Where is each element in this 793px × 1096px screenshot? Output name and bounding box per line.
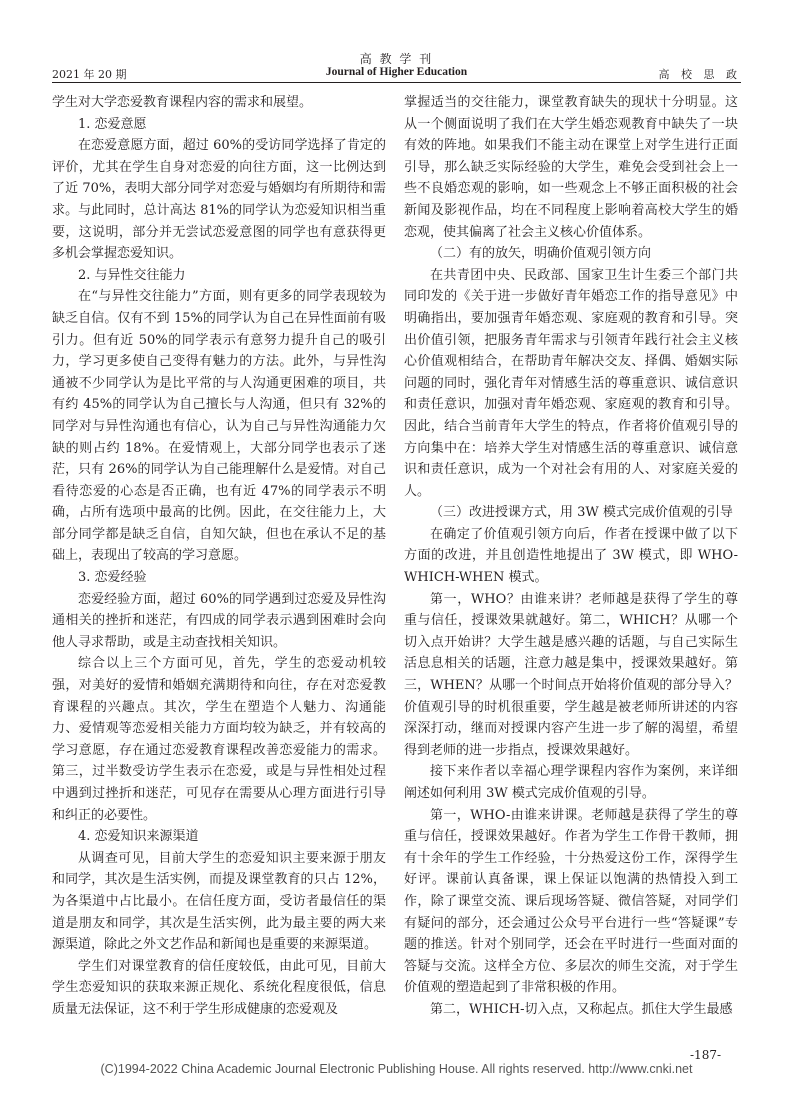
body-paragraph: 学生对大学恋爱教育课程内容的需求和展望。 <box>52 95 313 110</box>
body-paragraph: 第一，WHO？由谁来讲？老师越是获得了学生的尊重与信任，授课效果就越好。第二，WHICH？从哪一个切入点开始讲？大学生越是感兴趣的话题，与自己实际生活息息相关的话题，注意力越是集中，授课效果越好。第三，WHEN？从哪一个时间点开始将价值观的部分导入？价值观引导的时机很重要，学生越是被老师所讲述的内容深深打动，继而对授课内容产生进一步了解的渴望，希望得到老师的进一步指点，授课效果越好。 <box>404 591 738 758</box>
body-paragraph: 掌握适当的交往能力，课堂教育缺失的现状十分明显。这从一个侧面说明了我们在大学生婚恋观教育中缺失了一块有效的阵地。如果我们不能主动在课堂上对学生进行正面引导，那么缺乏实际经验的大学生，难免会受到社会上一些不良婚恋观的影响，如一些观念上不够正面积极的社会新闻及影视作品，均在不同程度上影响着高校大学生的婚恋观，使其偏离了社会主义核心价值体系。 <box>404 95 738 240</box>
body-paragraph: 在确定了价值观引领方向后，作者在授课中做了以下方面的改进，并且创造性地提出了 3W 模式，即 WHO-WHICH-WHEN 模式。 <box>404 526 738 586</box>
section-label: 高 校 思 政 <box>658 68 741 81</box>
section-heading: 1. 恋爱意愿 <box>78 116 147 132</box>
body-paragraph: 从调查可见，目前大学生的恋爱知识主要来源于朋友和同学，其次是生活实例，而提及课堂教育的只占 12%，为各渠道中占比最小。在信任度方面，受访者最信任的渠道是朋友和同学，其次是生活实例，此为最主要的两大来源渠道，除此之外文艺作品和新闻也是重要的来源渠道。 <box>52 850 386 953</box>
body-paragraph: 在共青团中央、民政部、国家卫生计生委三个部门共同印发的《关于进一步做好青年婚恋工作的指导意见》中明确指出，要加强青年婚恋观、家庭观的教育和引导。突出价值引领，把服务青年需求与引领青年践行社会主义核心价值观相结合，在帮助青年解决交友、择偶、婚姻实际问题的同时，强化青年对情感生活的尊重意识、诚信意识和责任意识，加强对青年婚恋观、家庭观的教育和引导。因此，结合当前青年大学生的特点，作者将价值观引导的方向集中在：培养大学生对情感生活的尊重意识、诚信意识和责任意识，成为一个对社会有用的人、对家庭关爱的人。 <box>404 267 738 499</box>
right-column <box>404 92 738 1021</box>
body-paragraph: 学生们对课堂教育的信任度较低，由此可见，目前大学生恋爱知识的获取来源正规化、系统化程度很低，信息质量无法保证，这不利于学生形成健康的恋爱观及 <box>52 958 386 1017</box>
body-paragraph: 在恋爱意愿方面，超过 60%的受访同学选择了肯定的评价，尤其在学生自身对恋爱的向往方面，这一比例达到了近 70%，表明大部分同学对恋爱与婚姻均有所期待和需求。与此同时，总计高达 81%的同学认为恋爱知识相当重要，这说明，部分并无尝试恋爱意图的同学也有意获得更多机会掌握恋爱知识。 <box>52 138 386 262</box>
body-paragraph: 在“与异性交往能力”方面，则有更多的同学表现较为缺乏自信。仅有不到 15%的同学认为自己在异性面前有吸引力。但有近 50%的同学表示有意努力提升自己的吸引力，学习更多使自己变得有魅力的方法。此外，与异性沟通被不少同学认为是比平常的与人沟通更困难的项目，共有约 45%的同学认为自己擅长与人沟通，但只有 32%的同学对与异性沟通也有信心，认为自己与异性沟通能力欠缺的则占约 18%。在爱情观上，大部分同学也表示了迷茫，只有 26%的同学认为自己能理解什么是爱情。对自己看待恋爱的心态是否正确，也有近 47%的同学表示不明确，占所有选项中最高的比例。因此，在交往能力上，大部分同学都是缺乏自信，自知欠缺，但也在承认不足的基础上，表现出了较高的学习意愿。 <box>52 289 386 564</box>
running-header <box>52 66 741 82</box>
journal-title-cn: 高 教 学 刊 <box>359 52 434 66</box>
body-paragraph: 综合以上三个方面可见，首先，学生的恋爱动机较强，对美好的爱情和婚姻充满期待和向往，存在对恋爱教育课程的兴趣点。其次，学生在塑造个人魅力、沟通能力、爱情观等恋爱相关能力方面均较为缺乏，并有较高的学习意愿，存在通过恋爱教育课程改善恋爱能力的需求。第三，过半数受访学生表示在恋爱，或是与异性相处过程中遇到过挫折和迷茫，可见存在需要从心理方面进行引导和纠正的必要性。 <box>52 656 386 823</box>
copyright-footer: (C)1994-2022 China Academic Journal Electronic Publishing House. All rights reserved. http://www.cnki.net <box>100 1062 693 1076</box>
page-number: -187- <box>690 1048 722 1062</box>
body-paragraph: 第二，WHICH-切入点，又称起点。抓住大学生最感 <box>430 1001 733 1017</box>
section-heading: （二）有的放矢，明确价值观引领方向 <box>430 246 652 262</box>
left-column <box>52 92 386 1021</box>
section-heading: 2. 与异性交往能力 <box>78 267 186 283</box>
section-heading: 4. 恋爱知识来源渠道 <box>78 829 199 845</box>
body-paragraph: 接下来作者以幸福心理学课程内容作为案例，来详细阐述如何利用 3W 模式完成价值观的引导。 <box>404 764 738 801</box>
header-divider <box>52 82 741 83</box>
body-paragraph: 恋爱经验方面，超过 60%的同学遇到过恋爱及异性沟通相关的挫折和迷茫，有四成的同学表示遇到困难时会向他人寻求帮助，或是主动查找相关知识。 <box>52 591 386 650</box>
section-heading: （三）改进授课方式，用 3W 模式完成价值观的引导 <box>430 505 733 521</box>
body-paragraph: 第一，WHO-由谁来讲课。老师越是获得了学生的尊重与信任，授课效果越好。作者为学生工作骨干教师，拥有十余年的学生工作经验，十分热爱这份工作，深得学生好评。课前认真备课，课上保证以饱满的热情投入到工作，除了课堂交流、课后现场答疑、微信答疑，对同学们有疑问的部分，还会通过公众号平台进行一些“答疑课”专题的推送。针对个别同学，还会在平时进行一些面对面的答疑与交流。这样全方位、多层次的师生交流，对于学生价值观的塑造起到了非常积极的作用。 <box>404 807 738 996</box>
issue-label: 2021 年 20 期 <box>52 68 127 81</box>
section-heading: 3. 恋爱经验 <box>78 570 147 586</box>
journal-title-en: Journal of Higher Education <box>325 66 468 78</box>
